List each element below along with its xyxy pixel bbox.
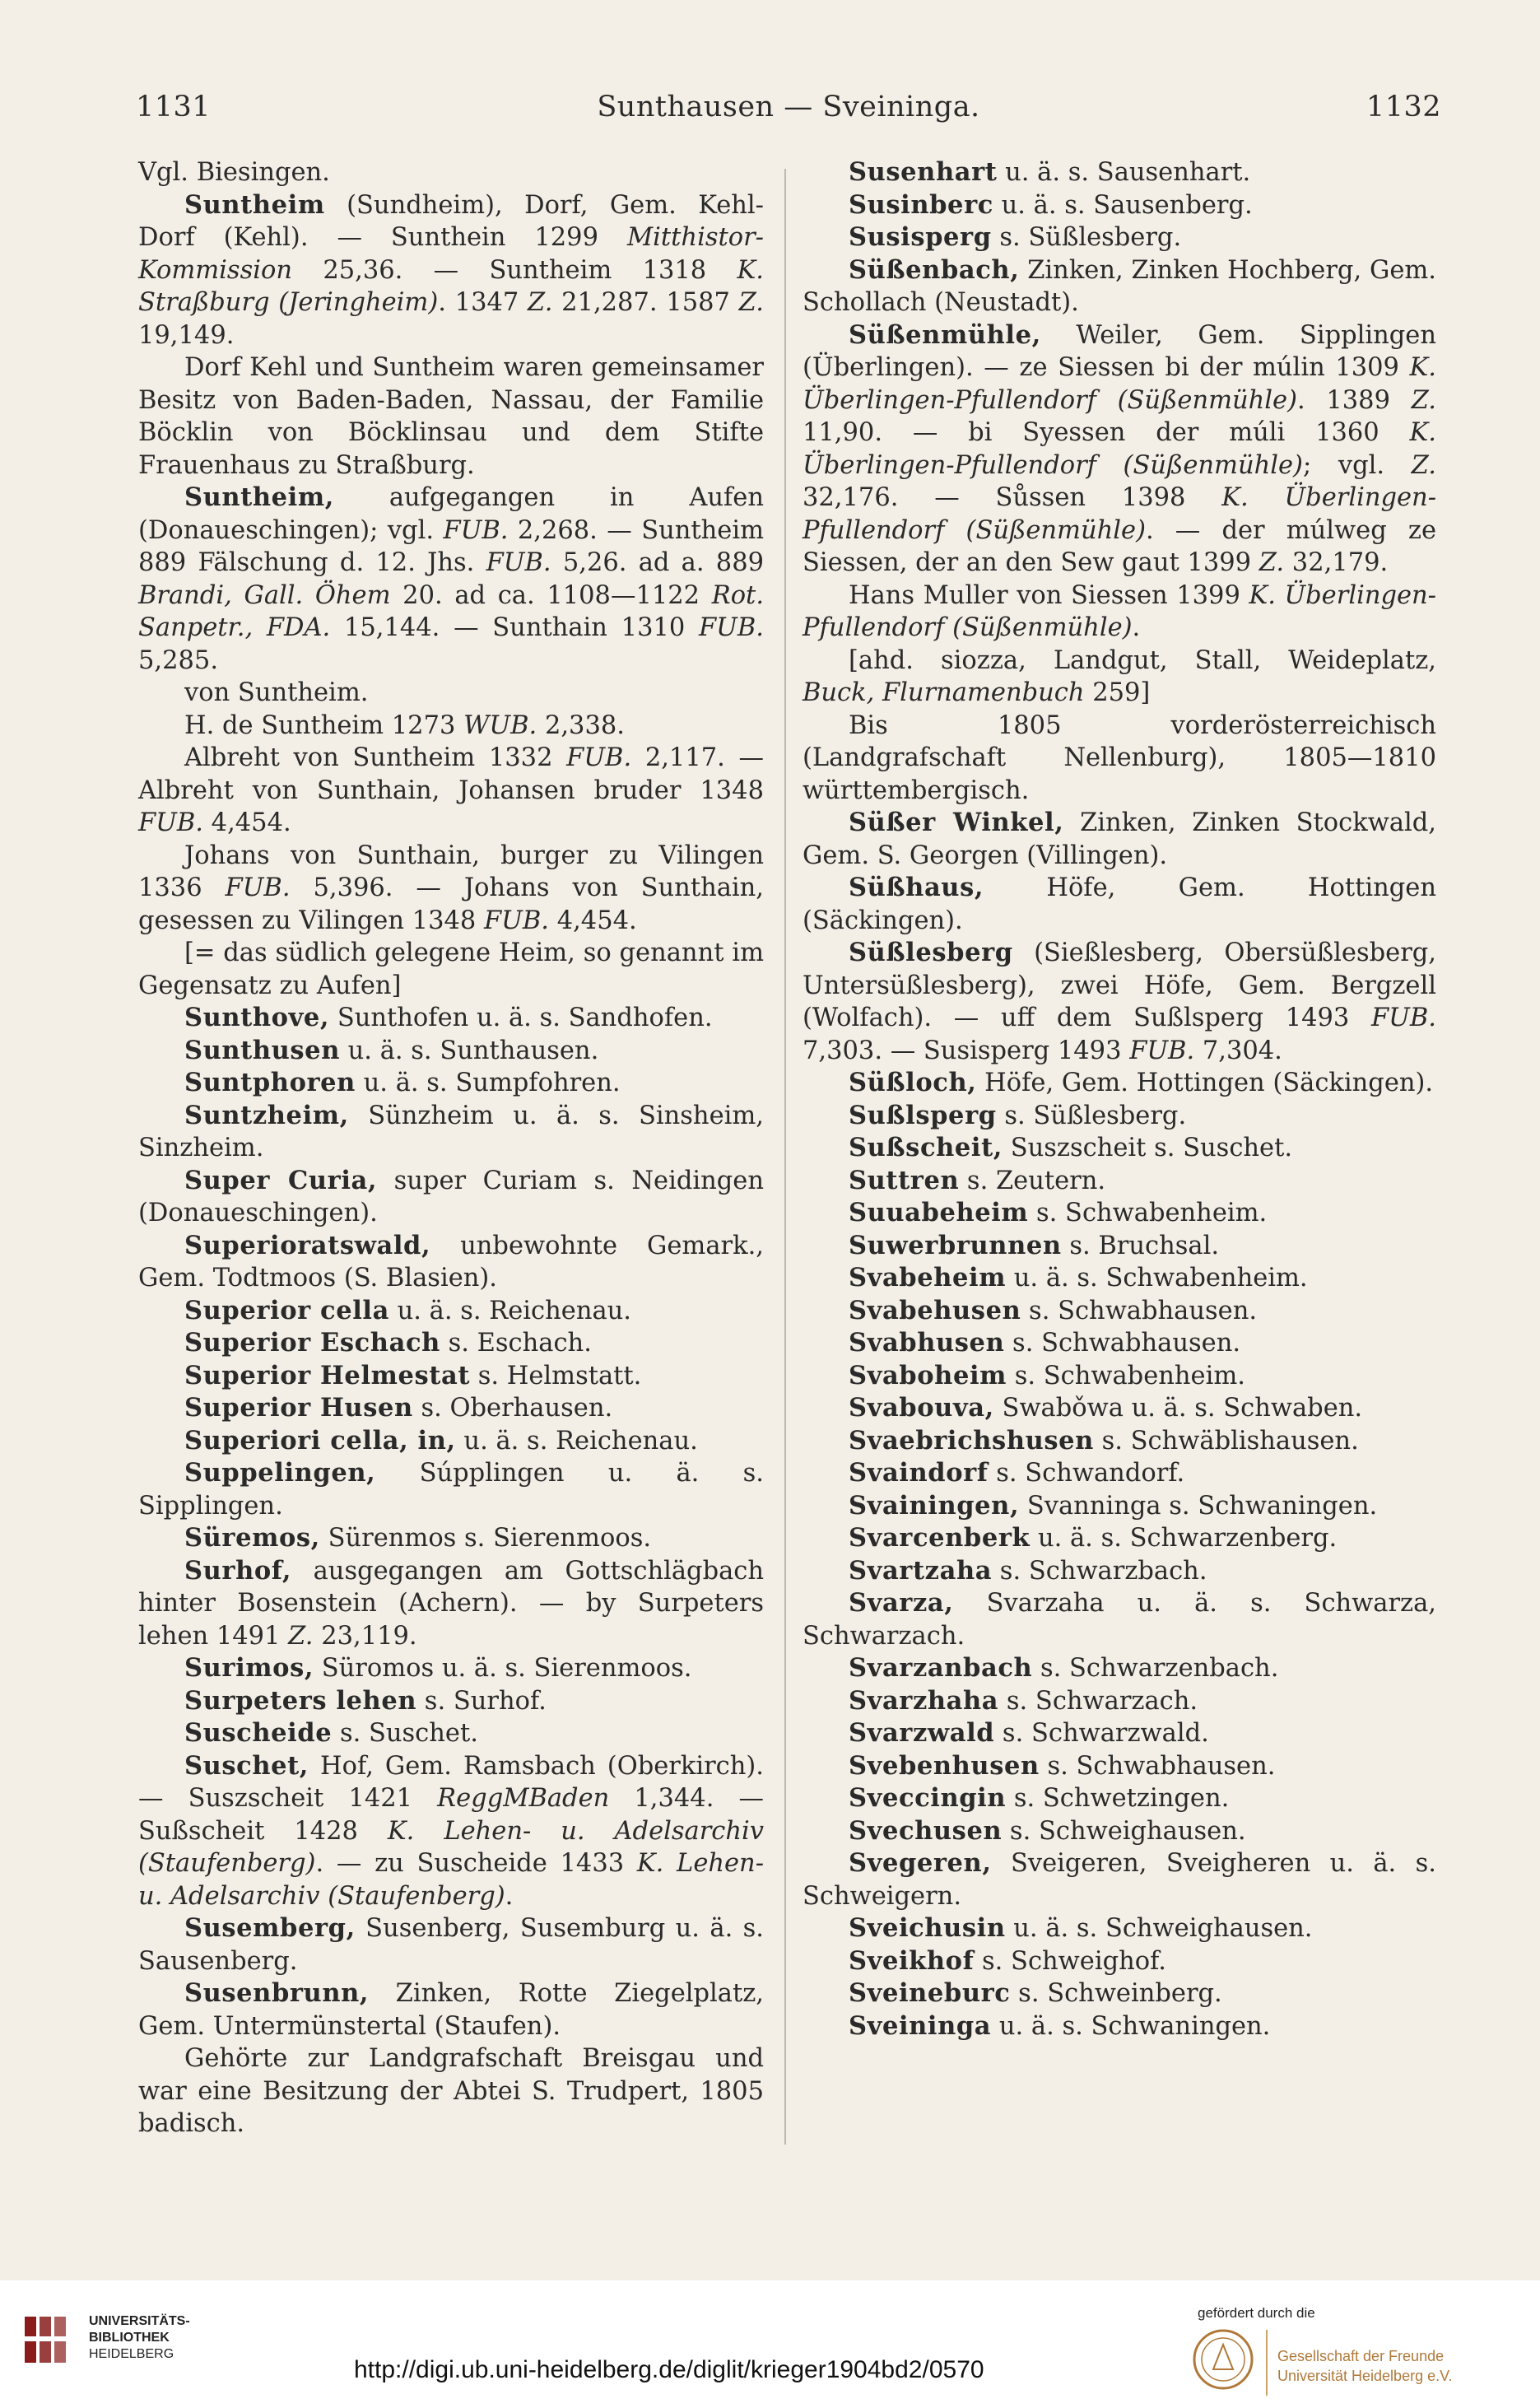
entry-paragraph: Sußlsperg s. Süßlesberg. — [849, 1100, 1187, 1130]
entry-paragraph: Susisperg s. Süßlesberg. — [849, 222, 1182, 252]
entry-paragraph: Süßer Winkel, Zinken, Zinken Stockwald, Gem. S. Georgen (Villingen). — [803, 808, 1436, 870]
entry-paragraph: Sveininga u. ä. s. Schwaningen. — [849, 2010, 1271, 2041]
entry-paragraph: Sveccingin s. Schwetzingen. — [849, 1783, 1230, 1813]
entry-paragraph: Süßenbach, Zinken, Zinken Hochberg, Gem. Schollach (Neustadt). — [803, 254, 1436, 317]
entry-paragraph: Dorf Kehl und Suntheim waren gemeinsamer Besitz von Baden-Baden, Nassau, der Familie Böcklin von Böcklinsau und dem Stifte Frauenhaus zu Straßburg. — [138, 353, 764, 480]
entry-paragraph: H. de Suntheim 1273 WUB. 2,338. — [184, 710, 625, 740]
entry-paragraph: Svebenhusen s. Schwabhausen. — [849, 1750, 1276, 1781]
entry-paragraph: Svabehusen s. Schwabhausen. — [849, 1295, 1258, 1325]
entry-paragraph: Svechusen s. Schweighausen. — [849, 1815, 1246, 1846]
entry-paragraph: Svarza, Svarzaha u. ä. s. Schwarza, Schwarzach. — [803, 1588, 1436, 1651]
entry-paragraph: Susenbrunn, Zinken, Rotte Ziegelplatz, Gem. Untermünstertal (Staufen). — [138, 1978, 764, 2041]
entry-paragraph: Süßhaus, Höfe, Gem. Hottingen (Säckingen). — [803, 873, 1436, 935]
footer-divider — [1266, 2330, 1268, 2396]
entry-paragraph: Süßlesberg (Sießlesberg, Obersüßlesberg, Untersüßlesberg), zwei Höfe, Gem. Bergzell (Wolfach). — uff dem Sußlsperg 1493 FUB. 7,303. — Susisperg 1493 FUB. 7,304. — [803, 938, 1436, 1065]
entry-paragraph: Svabouva, Swabǒwa u. ä. s. Schwaben. — [849, 1393, 1363, 1423]
entry-paragraph: Gehörte zur Landgrafschaft Breisgau und war eine Besitzung der Abtei S. Trudpert, 1805 badisch. — [138, 2044, 764, 2138]
entry-paragraph: Suntphoren u. ä. s. Sumpfohren. — [184, 1068, 621, 1097]
entry-paragraph: Suppelingen, Súpplingen u. ä. s. Sipplingen. — [138, 1458, 764, 1521]
funded-by-label: gefördert durch die — [1198, 2305, 1315, 2321]
entry-paragraph: Superioratswald, unbewohnte Gemark., Gem. Todtmoos (S. Blasien). — [138, 1230, 764, 1292]
entry-paragraph: Svabeheim u. ä. s. Schwabenheim. — [849, 1263, 1308, 1292]
entry-paragraph: Hans Muller von Siessen 1399 K. Überlingen-Pfullendorf (Süßenmühle). — [803, 580, 1436, 642]
entry-paragraph: Suntheim, aufgegangen in Aufen (Donaueschingen); vgl. FUB. 2,268. — Suntheim 889 Fälschung d. 12. Jhs. FUB. 5,26. ad a. 889 Brandi, Gall. Öhem 20. ad ca. 1108—1122 Rot. Sanpetr., FDA. 15,144. — Sunthain 1310 FUB. 5,285. — [138, 482, 765, 675]
entry-paragraph: Svaboheim s. Schwabenheim. — [849, 1360, 1245, 1390]
entry-paragraph: Süßloch, Höfe, Gem. Hottingen (Säckingen). — [849, 1068, 1434, 1097]
entry-paragraph: Sveineburc s. Schweinberg. — [849, 1978, 1222, 2008]
entry-paragraph: Superior Husen s. Oberhausen. — [184, 1393, 613, 1423]
entry-paragraph: Susemberg, Susenberg, Susemburg u. ä. s. Sausenberg. — [138, 1913, 764, 1976]
entry-paragraph: Suschet, Hof, Gem. Ramsbach (Oberkirch). — Suszscheit 1421 ReggMBaden 1,344. — Sußscheit 1428 K. Lehen- u. Adelsarchiv (Staufenberg). — zu Suscheide 1433 K. Lehen- u. Adelsarchiv (Staufenberg). — [138, 1750, 765, 1911]
entry-paragraph: [= das südlich gelegene Heim, so genannt im Gegensatz zu Aufen] — [138, 939, 764, 1000]
entry-paragraph: Svarzwald s. Schwarzwald. — [849, 1718, 1209, 1748]
entry-paragraph: Svaindorf s. Schwandorf. — [849, 1458, 1185, 1488]
entry-paragraph: Suuabeheim s. Schwabenheim. — [849, 1198, 1268, 1227]
entry-paragraph: Bis 1805 vorderösterreichisch (Landgrafschaft Nellenburg), 1805—1810 württembergisch. — [803, 710, 1436, 805]
footer-bar — [0, 2280, 1540, 2408]
entry-paragraph: Albreht von Suntheim 1332 FUB. 2,117. — Albreht von Sunthain, Johansen bruder 1348 FUB. 4,454. — [138, 743, 764, 837]
entry-paragraph: Surpeters lehen s. Surhof. — [184, 1685, 547, 1716]
entry-paragraph: Johans von Sunthain, burger zu Vilingen 1336 FUB. 5,396. — Johans von Sunthain, gesessen zu Vilingen 1348 FUB. 4,454. — [138, 841, 764, 935]
running-title: Sunthausen — Sveininga. — [597, 91, 980, 123]
entry-paragraph: Süremos, Sürenmos s. Sierenmoos. — [184, 1523, 652, 1553]
column-divider — [784, 169, 786, 2145]
page-header — [136, 78, 1441, 136]
page-number-right: 1132 — [1366, 91, 1441, 123]
left-column — [138, 156, 764, 2140]
library-name: UNIVERSITÄTS- BIBLIOTHEK HEIDELBERG — [89, 2314, 190, 2361]
entry-paragraph: Superior Helmestat s. Helmstatt. — [184, 1360, 642, 1390]
entry-paragraph: Surhof, ausgegangen am Gottschlägbach hinter Bosenstein (Achern). — by Surpeters lehen 1491 Z. 23,119. — [138, 1555, 764, 1651]
entry-paragraph: Surimos, Süromos u. ä. s. Sierenmoos. — [184, 1653, 692, 1683]
entry-paragraph: Suscheide s. Suschet. — [184, 1718, 478, 1748]
entry-paragraph: Susinberc u. ä. s. Sausenberg. — [849, 189, 1253, 220]
entry-paragraph: Svartzaha s. Schwarzbach. — [849, 1555, 1207, 1586]
entry-paragraph: Svegeren, Sveigeren, Sveigheren u. ä. s. Schweigern. — [803, 1848, 1436, 1911]
entry-paragraph: Sunthove, Sunthofen u. ä. s. Sandhofen. — [184, 1003, 713, 1032]
entry-paragraph: Svainingen, Svanninga s. Schwaningen. — [849, 1490, 1378, 1521]
university-seal-icon — [1192, 2328, 1254, 2391]
entry-paragraph: Sveichusin u. ä. s. Schweighausen. — [849, 1913, 1313, 1943]
right-column — [803, 156, 1436, 2042]
entry-paragraph: [ahd. siozza, Landgut, Stall, Weideplatz, Buck, Flurnamenbuch 259] — [803, 645, 1436, 707]
entry-paragraph: Sveikhof s. Schweighof. — [849, 1945, 1167, 1976]
entry-paragraph: Super Curia, super Curiam s. Neidingen (Donaueschingen). — [138, 1165, 764, 1227]
entry-paragraph: Superior Eschach s. Eschach. — [184, 1328, 592, 1358]
entry-paragraph: Suntzheim, Sünzheim u. ä. s. Sinsheim, Sinzheim. — [138, 1100, 764, 1162]
entry-paragraph: Superiori cella, in, u. ä. s. Reichenau. — [184, 1425, 698, 1456]
entry-paragraph: Svarcenberk u. ä. s. Schwarzenberg. — [849, 1523, 1338, 1553]
entry-paragraph: Sunthusen u. ä. s. Sunthausen. — [184, 1035, 599, 1065]
entry-paragraph: Superior cella u. ä. s. Reichenau. — [184, 1295, 631, 1325]
entry-paragraph: Susenhart u. ä. s. Sausenhart. — [849, 157, 1251, 187]
page-number-left: 1131 — [136, 91, 212, 123]
university-library-logo-icon — [23, 2312, 79, 2368]
entry-paragraph: Suntheim (Sundheim), Dorf, Gem. Kehl-Dorf (Kehl). — Sunthein 1299 Mitthistor-Kommission 25,36. — Suntheim 1318 K. Straßburg (Jeringheim). 1347 Z. 21,287. 1587 Z. 19,149. — [138, 189, 765, 350]
entry-paragraph: Svaebrichshusen s. Schwäblishausen. — [849, 1425, 1359, 1456]
entry-paragraph: Vgl. Biesingen. — [138, 158, 330, 187]
entry-paragraph: Sußscheit, Suszscheit s. Suschet. — [849, 1133, 1293, 1162]
document-url-link[interactable]: http://digi.ub.uni-heidelberg.de/diglit/krieger1904bd2/0570 — [354, 2356, 984, 2383]
entry-paragraph: Suttren s. Zeutern. — [849, 1165, 1106, 1195]
entry-paragraph: Suwerbrunnen s. Bruchsal. — [849, 1230, 1220, 1260]
society-name: Gesellschaft der Freunde Universität Heidelberg e.V. — [1277, 2348, 1453, 2384]
entry-paragraph: Svabhusen s. Schwabhausen. — [849, 1328, 1241, 1358]
entry-paragraph: von Suntheim. — [184, 678, 369, 707]
entry-paragraph: Süßenmühle, Weiler, Gem. Sipplingen (Überlingen). — ze Siessen bi der múlin 1309 K. Überlingen-Pfullendorf (Süßenmühle). 1389 Z. 11,90. — bi Syessen der múli 1360 K. Überlingen-Pfullendorf (Süßenmühle); vgl. Z. 32,176. — Sůssen 1398 K. Überlingen-Pfullendorf (Süßenmühle). — der múlweg ze Siessen, der an den Sew gaut 1399 Z. 32,179. — [803, 319, 1437, 577]
entry-paragraph: Svarzhaha s. Schwarzach. — [849, 1685, 1198, 1716]
entry-paragraph: Svarzanbach s. Schwarzenbach. — [849, 1653, 1279, 1683]
